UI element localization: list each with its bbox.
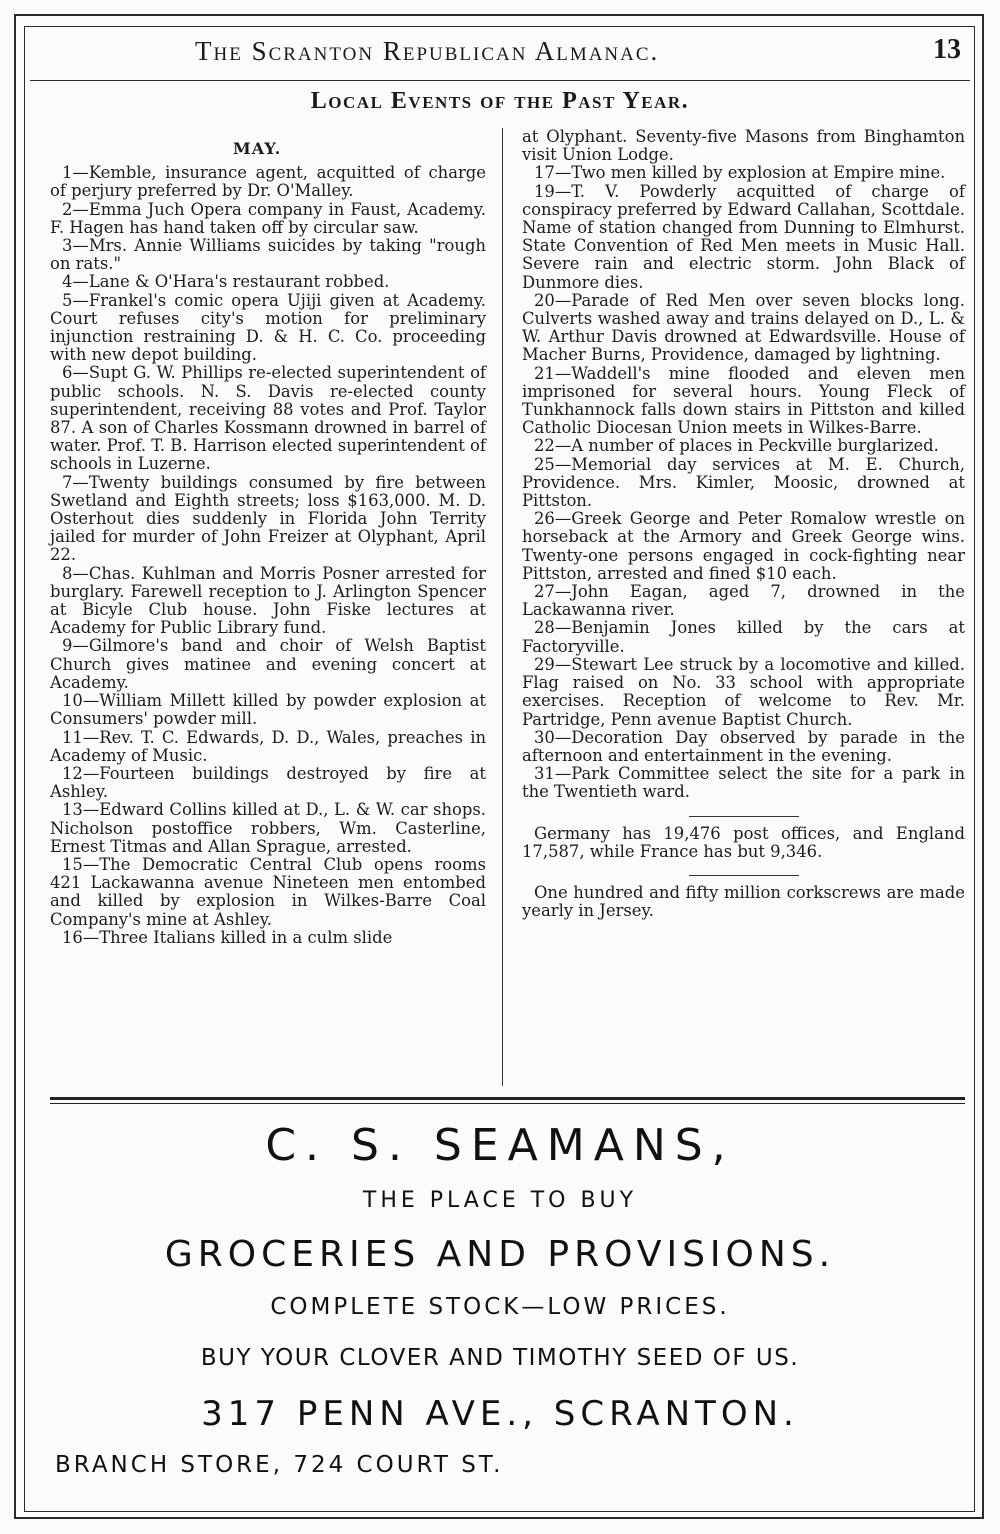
ad-products: GROCERIES AND PROVISIONS. [164,1234,836,1275]
fact-paragraph: Germany has 19,476 post offices, and England 17,587, while France has but 9,346. [522,823,965,861]
ad-branch-store: BRANCH STORE, 724 COURT ST. [55,1452,504,1478]
section-title: Local Events of the Past Year. [310,88,690,114]
advertisement-rule [50,1103,965,1104]
page-number: 13 [933,34,961,65]
month-heading: MAY. [233,139,282,158]
event-entry: 6—Supt G. W. Phillips re-elected superintendent of public schools. N. S. Davis re-elected county superintendent, receiving 88 votes and Prof. Taylor 87. A son of Charles Kossmann drowned in barrel of water. Prof. T. B. Harrison elected superintendent of schools in Luzerne. [50,363,486,474]
ad-tagline: THE PLACE TO BUY [362,1188,638,1213]
ad-clover-line: BUY YOUR CLOVER AND TIMOTHY SEED OF US. [200,1345,800,1371]
event-entry: 12—Fourteen buildings destroyed by fire at Ashley. [50,763,486,802]
left-column [50,128,486,947]
event-entry: 13—Edward Collins killed at D., L. & W. car shops. Nicholson postoffice robbers, Wm. Casterline, Ernest Titmas and Allan Sprague, arrested. [50,800,486,856]
event-entry: 17—Two men killed by explosion at Empire mine. [534,163,946,183]
advertisement-rule [50,1097,965,1100]
right-column [522,128,965,920]
event-entry: 5—Frankel's comic opera Ujiji given at Academy. Court refuses city's motion for preliminary injunction restraining D. & H. C. Co. proceeding with new depot building. [50,290,486,365]
event-entry: 2—Emma Juch Opera company in Faust, Academy. F. Hagen has hand taken off by circular saw. [50,199,486,237]
event-entry: 28—Benjamin Jones killed by the cars at Factoryville. [522,618,965,656]
fact-divider [689,816,799,817]
event-entry: 9—Gilmore's band and choir of Welsh Baptist Church gives matinee and evening concert at Academy. [50,636,486,692]
ad-business-name: C. S. SEAMANS, [265,1120,735,1171]
event-entry: 25—Memorial day services at M. E. Church, Providence. Mrs. Kimler, Moosic, drowned at Pittston. [522,454,965,511]
event-entry: 27—John Eagan, aged 7, drowned in the Lackawanna river. [522,582,965,620]
event-entry: 20—Parade of Red Men over seven blocks long. Culverts washed away and trains delayed on D., L. & W. Arthur Davis drowned at Edwardsville. House of Macher Burns, Providence, damaged by lightning. [522,290,965,365]
event-entry: 26—Greek George and Peter Romalow wrestle on horseback at the Armory and Greek George wins. Twenty-one persons engaged in cock-fighting near Pittston, arrested and fined $10 each. [522,509,965,583]
event-entry: 29—Stewart Lee struck by a locomotive and killed. Flag raised on No. 33 school with appropriate exercises. Reception of welcome to Rev. Mr. Partridge, Penn avenue Baptist Church. [522,654,965,729]
running-title: The Scranton Republican Almanac. [195,36,660,66]
event-entry: 8—Chas. Kuhlman and Morris Posner arrested for burglary. Farewell reception to J. Arlington Spencer at Bicyle Club house. John Fiske lectures at Academy for Public Library fund. [50,563,486,638]
event-entry: 10—William Millett killed by powder explosion at Consumers' powder mill. [50,691,486,729]
fact-paragraph: One hundred and fifty million corkscrews are made yearly in Jersey. [522,882,965,921]
header-rule [30,80,970,81]
event-entry: 22—A number of places in Peckville burglarized. [534,436,939,456]
event-entry: 31—Park Committee select the site for a park in the Twentieth ward. [522,764,965,802]
event-entry: 1—Kemble, insurance agent, acquitted of charge of perjury preferred by Dr. O'Malley. [50,163,486,201]
event-entry: 30—Decoration Day observed by parade in the afternoon and entertainment in the evening. [522,727,965,765]
event-entry: 3—Mrs. Annie Williams suicides by taking "rough on rats." [50,236,486,274]
event-continuation: at Olyphant. Seventy-five Masons from Binghamton visit Union Lodge. [522,127,965,165]
event-entry: 19—T. V. Powderly acquitted of charge of conspiracy preferred by Edward Callahan, Scottdale. Name of station changed from Dunning to Elmhurst. State Convention of Red Men meets in Music Hall. Severe rain and electric storm. John Black of Dunmore dies. [522,181,965,292]
fact-divider [689,875,799,876]
page-header [40,32,965,80]
ad-stock-line: COMPLETE STOCK—LOW PRICES. [270,1294,730,1320]
ad-address: 317 PENN AVE., SCRANTON. [201,1394,799,1434]
event-entry: 15—The Democratic Central Club opens rooms 421 Lackawanna avenue Nineteen men entombed and killed by explosion in Wilkes-Barre Coal Company's mine at Ashley. [50,854,486,929]
event-entry: 11—Rev. T. C. Edwards, D. D., Wales, preaches in Academy of Music. [50,727,486,765]
event-entry: 7—Twenty buildings consumed by fire between Swetland and Eighth streets; loss $163,000. M. D. Osterhout dies suddenly in Florida John Territy jailed for murder of John Freizer at Olyphant, April 22. [50,472,486,565]
event-entry: 4—Lane & O'Hara's restaurant robbed. [62,272,390,292]
column-divider [502,128,503,1086]
event-entry: 21—Waddell's mine flooded and eleven men imprisoned for several hours. Young Fleck of Tunkhannock falls down stairs in Pittston and killed Catholic Diocesan Union meets in Wilkes-Barre. [522,363,965,438]
event-entry: 16—Three Italians killed in a culm slide [62,927,393,947]
